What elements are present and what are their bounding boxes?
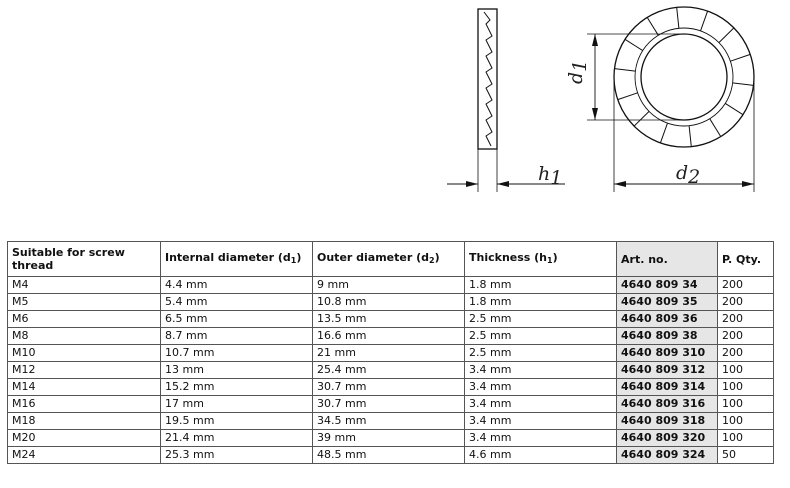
cell-qty: 200	[718, 294, 774, 311]
header-art-no: Art. no.	[617, 242, 718, 277]
table-row	[8, 328, 774, 345]
header-thread: Suitable for screw thread	[8, 242, 161, 277]
table-row	[8, 311, 774, 328]
cell-internal: 19.5 mm	[161, 413, 313, 430]
washer-serration-line	[484, 12, 492, 146]
cell-qty: 100	[718, 379, 774, 396]
h1-label: h1	[538, 163, 563, 189]
cell-thread: M24	[8, 447, 161, 464]
cell-thickness: 4.6 mm	[465, 447, 617, 464]
cell-outer: 16.6 mm	[313, 328, 465, 345]
cell-outer: 39 mm	[313, 430, 465, 447]
washer-tooth-line	[647, 17, 658, 35]
cell-thread: M6	[8, 311, 161, 328]
table-row	[8, 396, 774, 413]
cell-thickness: 2.5 mm	[465, 328, 617, 345]
table-row	[8, 447, 774, 464]
cell-thread: M20	[8, 430, 161, 447]
d2-label: d2	[676, 162, 701, 188]
header-outer-diameter: Outer diameter $(d_2)$	[313, 242, 465, 277]
cell-thickness: 3.4 mm	[465, 362, 617, 379]
table-row	[8, 294, 774, 311]
cell-qty: 100	[718, 362, 774, 379]
cell-thickness: 2.5 mm	[465, 345, 617, 362]
cell-outer: 21 mm	[313, 345, 465, 362]
cell-outer: 34.5 mm	[313, 413, 465, 430]
cell-outer: 9 mm	[313, 277, 465, 294]
washer-tooth-line	[730, 54, 750, 61]
cell-qty: 200	[718, 277, 774, 294]
cell-thickness: 2.5 mm	[465, 311, 617, 328]
cell-outer: 30.7 mm	[313, 396, 465, 413]
washer-tooth-line	[725, 103, 743, 114]
washer-tooth-line	[733, 83, 754, 86]
cell-art: 4640 809 316	[617, 396, 718, 413]
cell-thickness: 1.8 mm	[465, 294, 617, 311]
cell-art: 4640 809 38	[617, 328, 718, 345]
cell-thread: M14	[8, 379, 161, 396]
cell-internal: 21.4 mm	[161, 430, 313, 447]
washer-tooth-line	[701, 11, 708, 31]
washer-tooth-line	[618, 93, 638, 100]
cell-qty: 50	[718, 447, 774, 464]
cell-art: 4640 809 320	[617, 430, 718, 447]
specification-table	[7, 241, 774, 464]
cell-thread: M5	[8, 294, 161, 311]
washer-tooth-line	[719, 28, 734, 43]
cell-art: 4640 809 35	[617, 294, 718, 311]
cell-internal: 13 mm	[161, 362, 313, 379]
cell-qty: 200	[718, 345, 774, 362]
cell-outer: 10.8 mm	[313, 294, 465, 311]
cell-internal: 6.5 mm	[161, 311, 313, 328]
cell-qty: 100	[718, 396, 774, 413]
washer-tooth-line	[710, 119, 721, 137]
cell-internal: 8.7 mm	[161, 328, 313, 345]
table-row	[8, 379, 774, 396]
cell-internal: 10.7 mm	[161, 345, 313, 362]
cell-art: 4640 809 36	[617, 311, 718, 328]
cell-thread: M16	[8, 396, 161, 413]
cell-thickness: 3.4 mm	[465, 413, 617, 430]
table-row	[8, 430, 774, 447]
washer-tooth-line	[625, 39, 643, 50]
cell-thickness: 1.8 mm	[465, 277, 617, 294]
cell-qty: 200	[718, 311, 774, 328]
washer-tooth-line	[634, 111, 649, 126]
cell-internal: 25.3 mm	[161, 447, 313, 464]
table-row	[8, 362, 774, 379]
cell-art: 4640 809 312	[617, 362, 718, 379]
cell-internal: 17 mm	[161, 396, 313, 413]
table-row	[8, 277, 774, 294]
cell-thickness: 3.4 mm	[465, 430, 617, 447]
cell-thickness: 3.4 mm	[465, 396, 617, 413]
cell-outer: 30.7 mm	[313, 379, 465, 396]
washer-tooth-line	[660, 123, 667, 143]
cell-outer: 48.5 mm	[313, 447, 465, 464]
table-header-row	[8, 242, 774, 277]
washer-tooth-line	[615, 69, 636, 72]
washer-tooth-line	[689, 126, 691, 147]
cell-thickness: 3.4 mm	[465, 379, 617, 396]
cell-qty: 100	[718, 413, 774, 430]
cell-qty: 200	[718, 328, 774, 345]
header-package-qty: P. Qty.	[718, 242, 774, 277]
cell-qty: 100	[718, 430, 774, 447]
cell-outer: 13.5 mm	[313, 311, 465, 328]
cell-internal: 15.2 mm	[161, 379, 313, 396]
washer-side-view	[478, 9, 497, 149]
cell-internal: 4.4 mm	[161, 277, 313, 294]
cell-art: 4640 809 310	[617, 345, 718, 362]
washer-technical-drawing	[0, 0, 790, 200]
cell-internal: 5.4 mm	[161, 294, 313, 311]
cell-thread: M4	[8, 277, 161, 294]
cell-art: 4640 809 314	[617, 379, 718, 396]
table-row	[8, 345, 774, 362]
washer-inner-circle	[641, 34, 727, 120]
cell-thread: M18	[8, 413, 161, 430]
cell-thread: M10	[8, 345, 161, 362]
header-thickness: Thickness $(h_1)$	[465, 242, 617, 277]
cell-art: 4640 809 324	[617, 447, 718, 464]
cell-art: 4640 809 318	[617, 413, 718, 430]
cell-art: 4640 809 34	[617, 277, 718, 294]
cell-thread: M8	[8, 328, 161, 345]
cell-outer: 25.4 mm	[313, 362, 465, 379]
washer-tooth-line	[677, 7, 679, 28]
d1-label: d1	[565, 59, 591, 84]
table-row	[8, 413, 774, 430]
cell-thread: M12	[8, 362, 161, 379]
header-internal-diameter: Internal diameter $(d_1)$	[161, 242, 313, 277]
